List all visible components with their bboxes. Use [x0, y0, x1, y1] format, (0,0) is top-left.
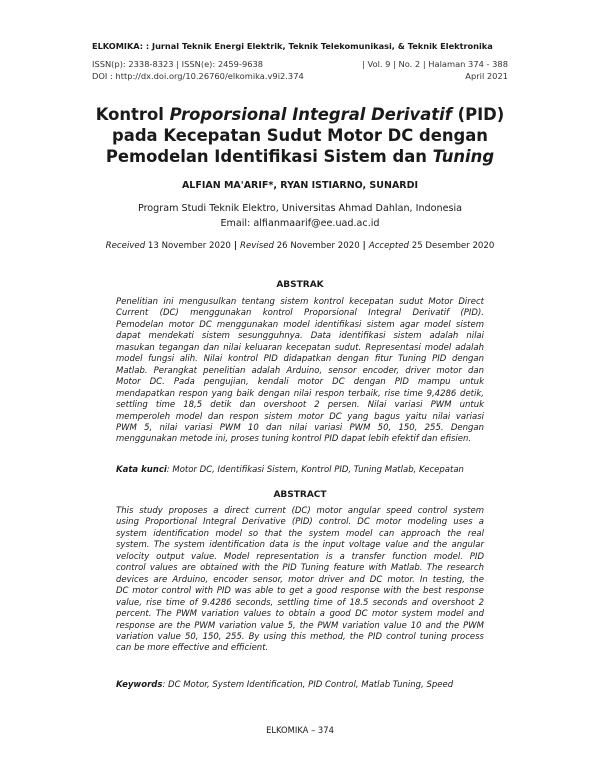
abstrak-line: model fungsi alih. Nilai kontrol PID didapatkan dengan fitur Tuning PID dengan	[116, 354, 484, 365]
title-text: (PID)	[451, 105, 505, 124]
abstrak-line: masukan tegangan dan nilai keluaran kecepatan sudut. Representasi model adalah	[116, 342, 484, 353]
article-dates	[0, 241, 600, 251]
affiliation: Program Studi Teknik Elektro, Universitas Ahmad Dahlan, Indonesia	[137, 203, 463, 214]
abstrak-heading: ABSTRAK	[276, 280, 324, 290]
abstrak-line: Penelitian ini mengusulkan tentang sistem kontrol kecepatan sudut Motor Direct	[116, 297, 484, 307]
doi-link[interactable]: DOI : http://dx.doi.org/10.26760/elkomika.v9i2.374	[92, 71, 304, 81]
accepted-date: 25 Desember 2020	[409, 241, 495, 251]
abstrak-line: Matlab. Perangkat penelitian adalah Arduino, sensor encoder, driver motor dan	[116, 365, 484, 376]
abstract-line: percent. The PWM variation values to obtain a good DC motor system model and	[116, 609, 484, 620]
abstract-body	[116, 506, 484, 655]
abstract-line: value, rise time of 9.4286 seconds, settling time of 18.5 seconds and overshoot 2	[116, 597, 484, 608]
title-line: pada Kecepatan Sudut Motor DC dengan	[112, 126, 488, 145]
title-text: Pemodelan Identifikasi Sistem dan	[105, 147, 433, 166]
abstract-line: velocity output value. Model representation is a transfer function model. PID	[116, 551, 484, 562]
abstrak-line: dapat mendekati sistem sesungguhnya. Data identifikasi sistem adalah nilai	[116, 331, 484, 342]
title-italic: Tuning	[432, 147, 495, 166]
paper-title	[60, 104, 540, 167]
title-text: Kontrol	[95, 105, 170, 124]
separator: |	[359, 241, 369, 251]
abstrak-line: memperoleh model dan respon sistem motor DC yang bagus yaitu nilai variasi	[116, 411, 484, 422]
keywords-text: : DC Motor, System Identification, PID Control, Matlab Tuning, Speed	[162, 680, 454, 690]
publication-date: April 2021	[465, 71, 508, 81]
kata-kunci-text: : Motor DC, Identifikasi Sistem, Kontrol PID, Tuning Matlab, Kecepatan	[166, 465, 464, 475]
abstract-line: devices are Arduino, encoder sensor, motor driver and DC motor. In testing, the	[116, 574, 484, 585]
revised-label: Revised	[240, 241, 274, 251]
title-italic: Proporsional Integral Derivatif	[169, 105, 452, 124]
accepted-label: Accepted	[368, 241, 409, 251]
journal-name: ELKOMIKA: : Jurnal Teknik Energi Elektrik, Teknik Telekomunikasi, & Teknik Elektronika	[92, 41, 493, 51]
abstrak-body	[116, 297, 484, 446]
authors: ALFIAN MA'ARIF*, RYAN ISTIARNO, SUNARDI	[181, 180, 419, 191]
abstract-line: control values are obtained with the PID Tuning feature with Matlab. The research	[116, 563, 484, 574]
abstract-line: can be more effective and efficient.	[116, 643, 269, 654]
keywords-label: Keywords	[116, 680, 163, 690]
abstract-line: system. The system identification data is the input voltage value and the angular	[116, 540, 484, 551]
abstract-heading: ABSTRACT	[273, 490, 327, 500]
abstract-line: This study proposes a direct current (DC) motor angular speed control system	[116, 506, 484, 516]
abstract-line: using Proportional Integral Derivative (PID) control. DC motor modeling uses a	[116, 517, 484, 528]
received-label: Received	[105, 241, 146, 251]
kata-kunci-label: Kata kunci	[116, 465, 167, 475]
page-footer: ELKOMIKA – 374	[266, 725, 334, 735]
issn: ISSN(p): 2338-8323 | ISSN(e): 2459-9638	[92, 59, 264, 69]
abstrak-line: Pemodelan motor DC menggunakan model identifikasi sistem agar model sistem	[116, 319, 484, 330]
abstract-line: response are the PWM variation value 5, the PWM variation value 10 and the PWM	[116, 620, 484, 631]
email[interactable]: Email: alfianmaarif@ee.uad.ac.id	[220, 218, 380, 229]
abstrak-line: PWM 5, nilai variasi PWM 10 dan nilai variasi PWM 50, 150, 255. Dengan	[116, 422, 484, 433]
abstract-line: variation value 50, 150, 255. By using this method, the PID control tuning process	[116, 631, 484, 642]
revised-date: 26 November 2020	[273, 241, 360, 251]
separator: |	[230, 241, 241, 251]
abstrak-line: Current (DC) menggunakan kontrol Proporsional Integral Derivatif (PID).	[116, 308, 484, 319]
abstrak-line: mendapatkan respon yang baik dengan nilai respon terbaik, rise time 9,4286 detik,	[116, 388, 484, 399]
received-date: 13 November 2020	[145, 241, 231, 251]
keywords	[116, 680, 496, 690]
abstract-line: DC motor control with PID was able to get a good response with the best response	[116, 586, 484, 597]
abstrak-line: settling time 18,5 detik dan overshoot 2 persen. Nilai variasi PWM untuk	[116, 400, 484, 411]
kata-kunci	[116, 465, 496, 475]
abstrak-line: Motor DC. Pada pengujian, kendali motor DC dengan PID mampu untuk	[116, 377, 484, 388]
volume-info: | Vol. 9 | No. 2 | Halaman 374 - 388	[362, 59, 508, 69]
abstract-line: system identification model so that the system model can approach the real	[116, 528, 484, 539]
abstrak-line: menggunakan metode ini, proses tuning kontrol PID dapat lebih efektif dan efisien.	[116, 434, 472, 445]
